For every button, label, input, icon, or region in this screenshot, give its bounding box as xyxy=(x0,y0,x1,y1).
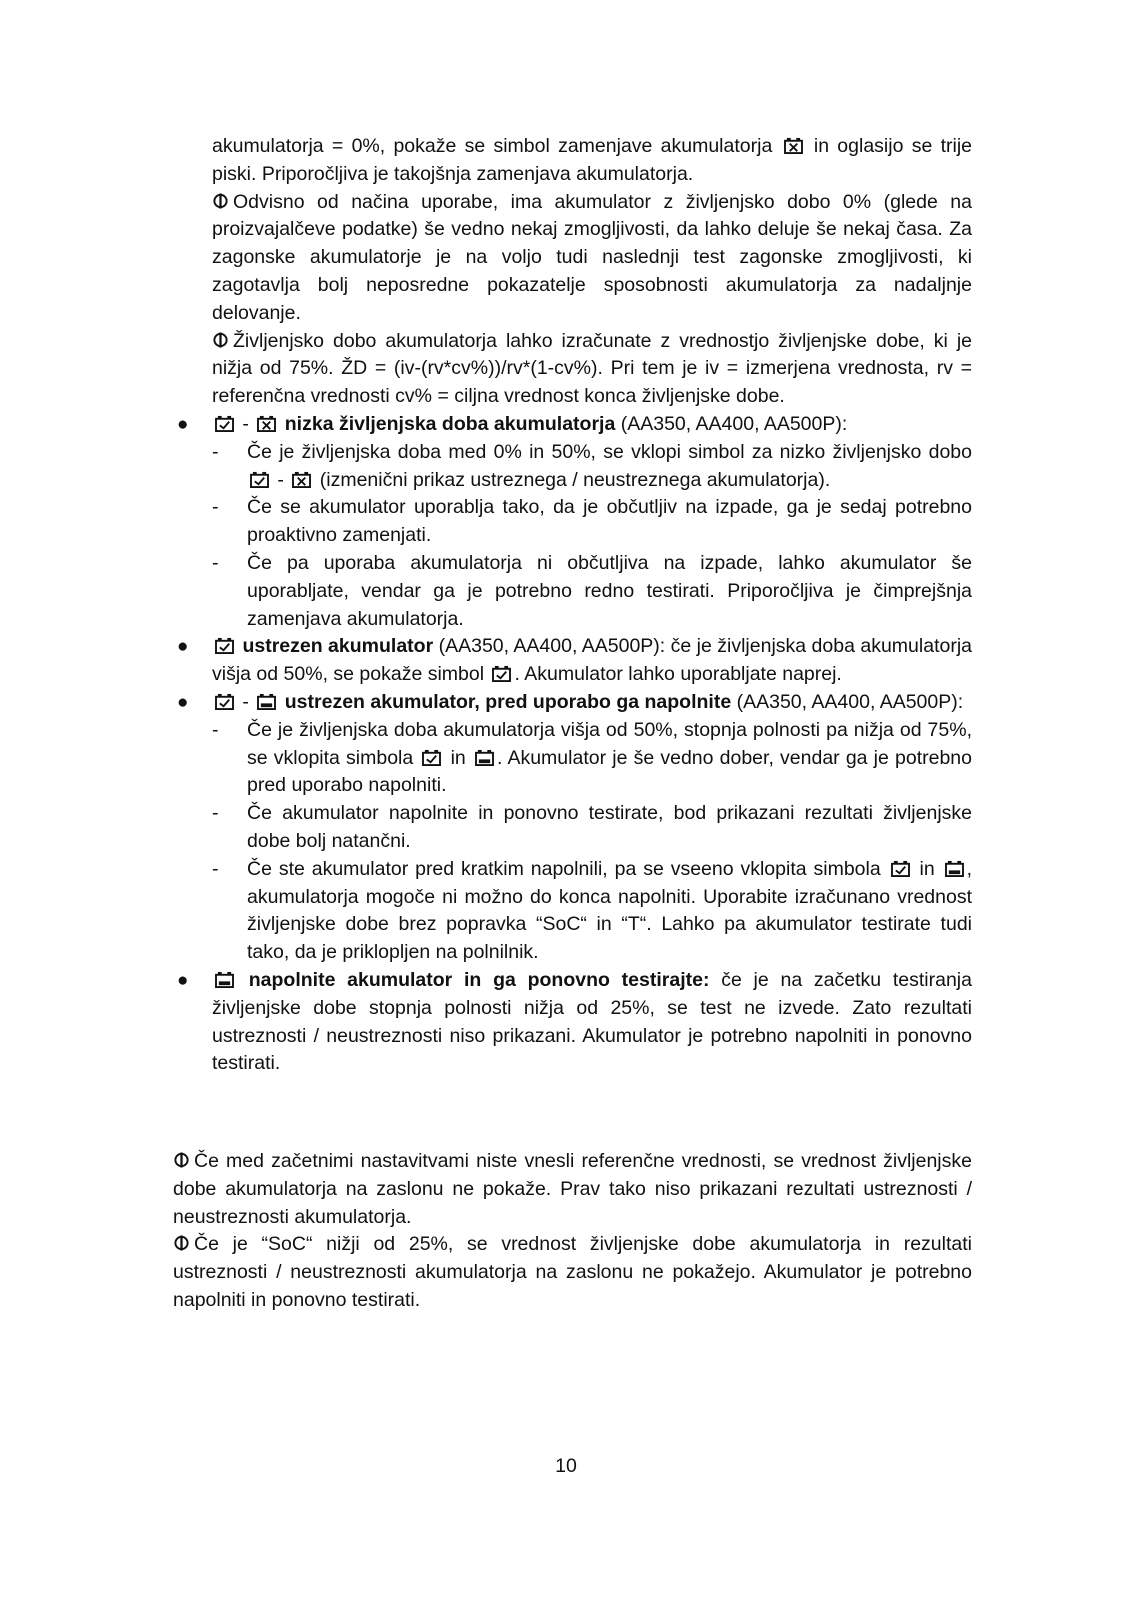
dash-item: - Če ste akumulator pred kratkim napolnili, pa se vseeno vklopita simbola in , akumulatorja mogoče ni možno do konca napolniti. Uporabite izračunano vrednost življenjske dobe brez popravka “SoC“ in “T“. Lahko pa akumulator testirate tudi tako, da je priklopljen na polnilnik. xyxy=(212,857,973,964)
bullet-low-life xyxy=(177,411,972,633)
dash-item: - Če akumulator napolnite in ponovno testirate, bod prikazani rezultati življenjske dobe bolj natančni. xyxy=(212,802,972,852)
intro-paragraph xyxy=(212,133,972,189)
bullet-dot: ● xyxy=(177,691,189,713)
note-paragraph-4: Če je “SoC“ nižji od 25%, se vrednost življenjske dobe akumulatorja in rezultati ustreznosti / neustreznosti akumulatorja na zaslonu ne pokažejo. Akumulator je potrebno napolniti in ponovno testirati. xyxy=(173,1233,972,1311)
note-text-2: Življenjsko dobo akumulatorja lahko izračunate z vrednostjo življenjske dobe, ki je nižja od 75%. ŽD = (iv-(rv*cv%))/rv*(1-cv%). Pri tem je iv = izmerjena vrednosta, rv = referenčna vrednosti cv% = ciljna vrednost konca življenjske dobe. xyxy=(212,329,972,408)
battery-good-icon xyxy=(422,749,441,766)
bullet-low-life-heading xyxy=(212,411,972,439)
bullet-dot: ● xyxy=(177,969,189,991)
bullet-good-charge-first: ● - ustrezen akumulator, pred uporabo ga napolnite (AA350, AA400, AA500P): - Če je življenjska doba akumulatorja višja od 50%, stopnja polnosti pa nižja od 75%, se vklopita simbola in . Akumulator je še vedno dober, vendar ga je potrebno pred uporabo napolniti. - Če akumulator napolnite in ponovno testirate, bod prikazani rezultati življenjske dobe bolj natančni. - Če ste akumulator pred kratkim napolnili, pa se vseeno vklopita simbola in , akumulatorja mogoče ni možno do konca napolniti. Uporabite izračunano vrednost življenjske dobe brez popravka “SoC“ in “T“. Lahko pa akumulator testirate tudi tako, da je priklopljen na polnilnik. xyxy=(212,689,972,967)
bullet-dot: ● xyxy=(177,636,189,658)
battery-charge-icon xyxy=(475,749,494,766)
dash-item: - Če je življenjska doba akumulatorja višja od 50%, stopnja polnosti pa nižja od 75%, se vklopita simbola in . Akumulator je še vedno dober, vendar ga je potrebno pred uporabo napolniti. xyxy=(212,718,972,797)
info-icon xyxy=(173,1152,190,1168)
battery-charge-icon xyxy=(945,860,964,877)
page-number: 10 xyxy=(555,1455,577,1477)
note-text-1: Odvisno od načina uporabe, ima akumulator z življenjsko dobo 0% (glede na proizvajalčeve podatke) še vedno nekaj zmogljivosti, da lahko deluje še nekaj časa. Za zagonske akumulatorje je na voljo tudi naslednji test zagonske zmogljivosti, ki zagotavlja bolj neposredne pokazatelje sposobnosti akumulatorja za nadaljnje delovanje. xyxy=(212,190,972,324)
info-icon xyxy=(212,332,229,348)
note-paragraph-1 xyxy=(212,189,972,328)
battery-good-icon xyxy=(891,860,910,877)
battery-charge-icon xyxy=(257,693,276,710)
top-section xyxy=(177,133,973,1078)
bullet-low-life-models: (AA350, AA400, AA500P): xyxy=(620,412,848,435)
dash-marker: - xyxy=(212,857,219,880)
battery-good-icon xyxy=(215,415,234,432)
battery-replace-icon xyxy=(784,137,803,154)
bullet-charge-first-title: ustrezen akumulator, pred uporabo ga napolnite xyxy=(284,690,732,713)
dash-marker: - xyxy=(212,802,219,825)
battery-replace-icon xyxy=(292,471,311,488)
bullet-good-title: ustrezen akumulator xyxy=(242,635,434,658)
intro-text-a: akumulatorja = 0%, pokaže se simbol zamenjave akumulatorja xyxy=(212,135,773,157)
separator: - xyxy=(242,412,249,435)
note-paragraph-3: Če med začetnimi nastavitvami niste vnesli referenčne vrednosti, se vrednost življenjske dobe akumulatorja na zaslonu ne pokaže. Prav tako niso prikazani rezultati ustreznosti / neustreznosti akumulatorja. xyxy=(173,1150,972,1228)
intro-text-b: in oglasijo se trije piski. Priporočljiva je takojšnja zamenjava akumulatorja. xyxy=(212,135,972,185)
note-paragraph-2 xyxy=(212,328,972,411)
dash-marker: - xyxy=(212,551,219,574)
bullet-low-life-title: nizka življenjska doba akumulatorja xyxy=(284,412,616,435)
bullet-good-battery: ● ustrezen akumulator (AA350, AA400, AA500P): če je življenjska doba akumulatorja višja od 50%, se pokaže simbol . Akumulator lahko uporabljate naprej. xyxy=(177,635,973,686)
dash-marker: - xyxy=(212,496,219,519)
battery-charge-icon xyxy=(215,971,234,988)
dash-item: - Če je življenjska doba med 0% in 50%, se vklopi simbol za nizko življenjsko dobo - (izmenični prikaz ustreznega / neustreznega akumulatorja). xyxy=(212,440,972,491)
bullet-charge-retest-title: napolnite akumulator in ga ponovno testirajte: xyxy=(248,968,710,991)
battery-good-icon xyxy=(250,471,269,488)
info-icon xyxy=(173,1235,190,1251)
bottom-notes xyxy=(173,1148,972,1315)
dash-item: - Če pa uporaba akumulatorja ni občutljiva na izpade, lahko akumulator še uporabljate, vendar ga je potrebno redno testirati. Priporočljiva je čimprejšnja zamenjava akumulatorja. xyxy=(212,551,972,630)
battery-replace-icon xyxy=(257,415,276,432)
bullet-dot: ● xyxy=(177,413,189,435)
bullet-charge-retest: ● napolnite akumulator in ga ponovno testirajte: če je na začetku testiranja življenjske dobe stopnja polnosti nižja od 25%, se test ne izvede. Zato rezultati ustreznosti / neustreznosti niso prikazani. Akumulator je potrebno napolniti in ponovno testirati. xyxy=(177,968,972,1075)
dash-marker: - xyxy=(212,718,219,741)
battery-good-icon xyxy=(215,693,234,710)
battery-good-icon xyxy=(492,665,511,682)
dash-marker: - xyxy=(212,440,219,463)
battery-good-icon xyxy=(215,637,234,654)
info-icon xyxy=(212,193,229,209)
dash-item: - Če se akumulator uporablja tako, da je občutljiv na izpade, ga je sedaj potrebno proaktivno zamenjati. xyxy=(212,496,972,547)
